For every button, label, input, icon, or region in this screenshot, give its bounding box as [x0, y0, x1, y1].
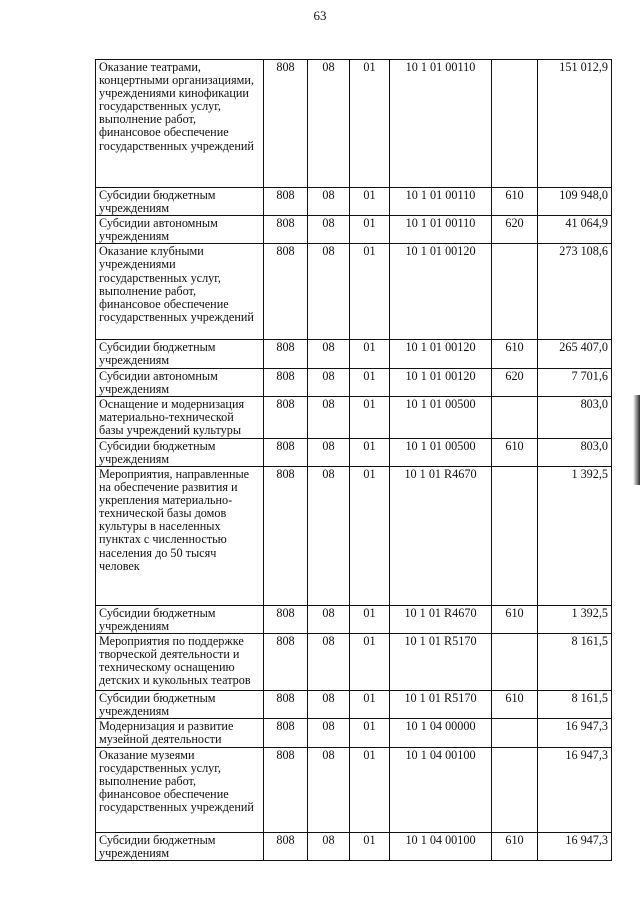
subsection-code: 01 — [350, 719, 390, 747]
section-code: 08 — [308, 747, 350, 832]
section-code: 08 — [308, 368, 350, 396]
expense-type-code — [492, 396, 538, 438]
subsection-code: 01 — [350, 396, 390, 438]
section-code: 08 — [308, 188, 350, 216]
row-name: Субсидии автономным учреждениям — [96, 216, 264, 244]
amount: 16 947,3 — [538, 747, 612, 832]
amount: 273 108,6 — [538, 244, 612, 340]
subsection-code: 01 — [350, 216, 390, 244]
budget-table — [95, 59, 612, 861]
amount: 803,0 — [538, 438, 612, 466]
section-code: 08 — [308, 691, 350, 719]
target-article-code: 10 1 01 00120 — [390, 368, 492, 396]
ministry-code: 808 — [264, 60, 308, 188]
subsection-code: 01 — [350, 438, 390, 466]
target-article-code: 10 1 01 R4670 — [390, 605, 492, 633]
amount: 8 161,5 — [538, 691, 612, 719]
row-name: Мероприятия, направленные на обеспечение развития и укрепления материально-технической базы домов культуры в населенных пунктах с численностью населения до 50 тысяч человек — [96, 466, 264, 605]
expense-type-code — [492, 719, 538, 747]
ministry-code: 808 — [264, 438, 308, 466]
target-article-code: 10 1 04 00000 — [390, 719, 492, 747]
section-code: 08 — [308, 216, 350, 244]
section-code: 08 — [308, 634, 350, 691]
subsection-code: 01 — [350, 747, 390, 832]
expense-type-code: 610 — [492, 832, 538, 860]
table-row — [96, 60, 612, 188]
amount: 1 392,5 — [538, 605, 612, 633]
row-name: Оказание театрами, концертными организациями, учреждениями кинофикации государственных услуг, выполнение работ, финансовое обеспечение государственных учреждений — [96, 60, 264, 188]
amount: 265 407,0 — [538, 340, 612, 368]
expense-type-code: 620 — [492, 216, 538, 244]
ministry-code: 808 — [264, 368, 308, 396]
table-row — [96, 244, 612, 340]
section-code: 08 — [308, 466, 350, 605]
target-article-code: 10 1 01 R5170 — [390, 691, 492, 719]
row-name: Оказание музеями государственных услуг, выполнение работ, финансовое обеспечение государственных учреждений — [96, 747, 264, 832]
amount: 803,0 — [538, 396, 612, 438]
ministry-code: 808 — [264, 605, 308, 633]
section-code: 08 — [308, 832, 350, 860]
target-article-code: 10 1 01 00110 — [390, 216, 492, 244]
expense-type-code — [492, 244, 538, 340]
amount: 151 012,9 — [538, 60, 612, 188]
target-article-code: 10 1 01 00110 — [390, 188, 492, 216]
ministry-code: 808 — [264, 832, 308, 860]
table-row — [96, 691, 612, 719]
table-row — [96, 396, 612, 438]
table-row — [96, 368, 612, 396]
section-code: 08 — [308, 340, 350, 368]
table-row — [96, 747, 612, 832]
ministry-code: 808 — [264, 466, 308, 605]
ministry-code: 808 — [264, 244, 308, 340]
table-row — [96, 634, 612, 691]
subsection-code: 01 — [350, 605, 390, 633]
subsection-code: 01 — [350, 244, 390, 340]
subsection-code: 01 — [350, 368, 390, 396]
expense-type-code: 610 — [492, 691, 538, 719]
expense-type-code — [492, 466, 538, 605]
row-name: Субсидии бюджетным учреждениям — [96, 340, 264, 368]
expense-type-code — [492, 60, 538, 188]
row-name: Субсидии бюджетным учреждениям — [96, 188, 264, 216]
ministry-code: 808 — [264, 634, 308, 691]
ministry-code: 808 — [264, 747, 308, 832]
amount: 16 947,3 — [538, 832, 612, 860]
amount: 109 948,0 — [538, 188, 612, 216]
ministry-code: 808 — [264, 691, 308, 719]
expense-type-code: 610 — [492, 188, 538, 216]
row-name: Оказание клубными учреждениями государственных услуг, выполнение работ, финансовое обеспечение государственных учреждений — [96, 244, 264, 340]
row-name: Оснащение и модернизация материально-технической базы учреждений культуры — [96, 396, 264, 438]
scan-edge-shadow — [633, 395, 640, 485]
table-row — [96, 605, 612, 633]
table-row — [96, 188, 612, 216]
amount: 41 064,9 — [538, 216, 612, 244]
ministry-code: 808 — [264, 216, 308, 244]
table-row — [96, 832, 612, 860]
section-code: 08 — [308, 60, 350, 188]
target-article-code: 10 1 01 R4670 — [390, 466, 492, 605]
ministry-code: 808 — [264, 396, 308, 438]
expense-type-code — [492, 747, 538, 832]
target-article-code: 10 1 01 00120 — [390, 244, 492, 340]
section-code: 08 — [308, 719, 350, 747]
target-article-code: 10 1 01 00500 — [390, 438, 492, 466]
section-code: 08 — [308, 438, 350, 466]
row-name: Модернизация и развитие музейной деятельности — [96, 719, 264, 747]
amount: 7 701,6 — [538, 368, 612, 396]
subsection-code: 01 — [350, 60, 390, 188]
row-name: Субсидии бюджетным учреждениям — [96, 691, 264, 719]
subsection-code: 01 — [350, 832, 390, 860]
target-article-code: 10 1 01 00120 — [390, 340, 492, 368]
subsection-code: 01 — [350, 466, 390, 605]
subsection-code: 01 — [350, 691, 390, 719]
expense-type-code: 610 — [492, 605, 538, 633]
table-row — [96, 216, 612, 244]
subsection-code: 01 — [350, 340, 390, 368]
row-name: Субсидии бюджетным учреждениям — [96, 605, 264, 633]
row-name: Субсидии бюджетным учреждениям — [96, 438, 264, 466]
table-row — [96, 719, 612, 747]
expense-type-code — [492, 634, 538, 691]
expense-type-code: 610 — [492, 340, 538, 368]
row-name: Субсидии бюджетным учреждениям — [96, 832, 264, 860]
subsection-code: 01 — [350, 634, 390, 691]
table-row — [96, 438, 612, 466]
ministry-code: 808 — [264, 340, 308, 368]
row-name: Субсидии автономным учреждениям — [96, 368, 264, 396]
amount: 8 161,5 — [538, 634, 612, 691]
page-number: 63 — [313, 8, 327, 23]
table-row — [96, 340, 612, 368]
ministry-code: 808 — [264, 188, 308, 216]
ministry-code: 808 — [264, 719, 308, 747]
section-code: 08 — [308, 396, 350, 438]
target-article-code: 10 1 04 00100 — [390, 832, 492, 860]
amount: 16 947,3 — [538, 719, 612, 747]
expense-type-code: 610 — [492, 438, 538, 466]
section-code: 08 — [308, 605, 350, 633]
section-code: 08 — [308, 244, 350, 340]
target-article-code: 10 1 04 00100 — [390, 747, 492, 832]
subsection-code: 01 — [350, 188, 390, 216]
expense-type-code: 620 — [492, 368, 538, 396]
target-article-code: 10 1 01 R5170 — [390, 634, 492, 691]
target-article-code: 10 1 01 00500 — [390, 396, 492, 438]
target-article-code: 10 1 01 00110 — [390, 60, 492, 188]
row-name: Мероприятия по поддержке творческой деятельности и техническому оснащению детских и кукольных театров — [96, 634, 264, 691]
table-row — [96, 466, 612, 605]
amount: 1 392,5 — [538, 466, 612, 605]
